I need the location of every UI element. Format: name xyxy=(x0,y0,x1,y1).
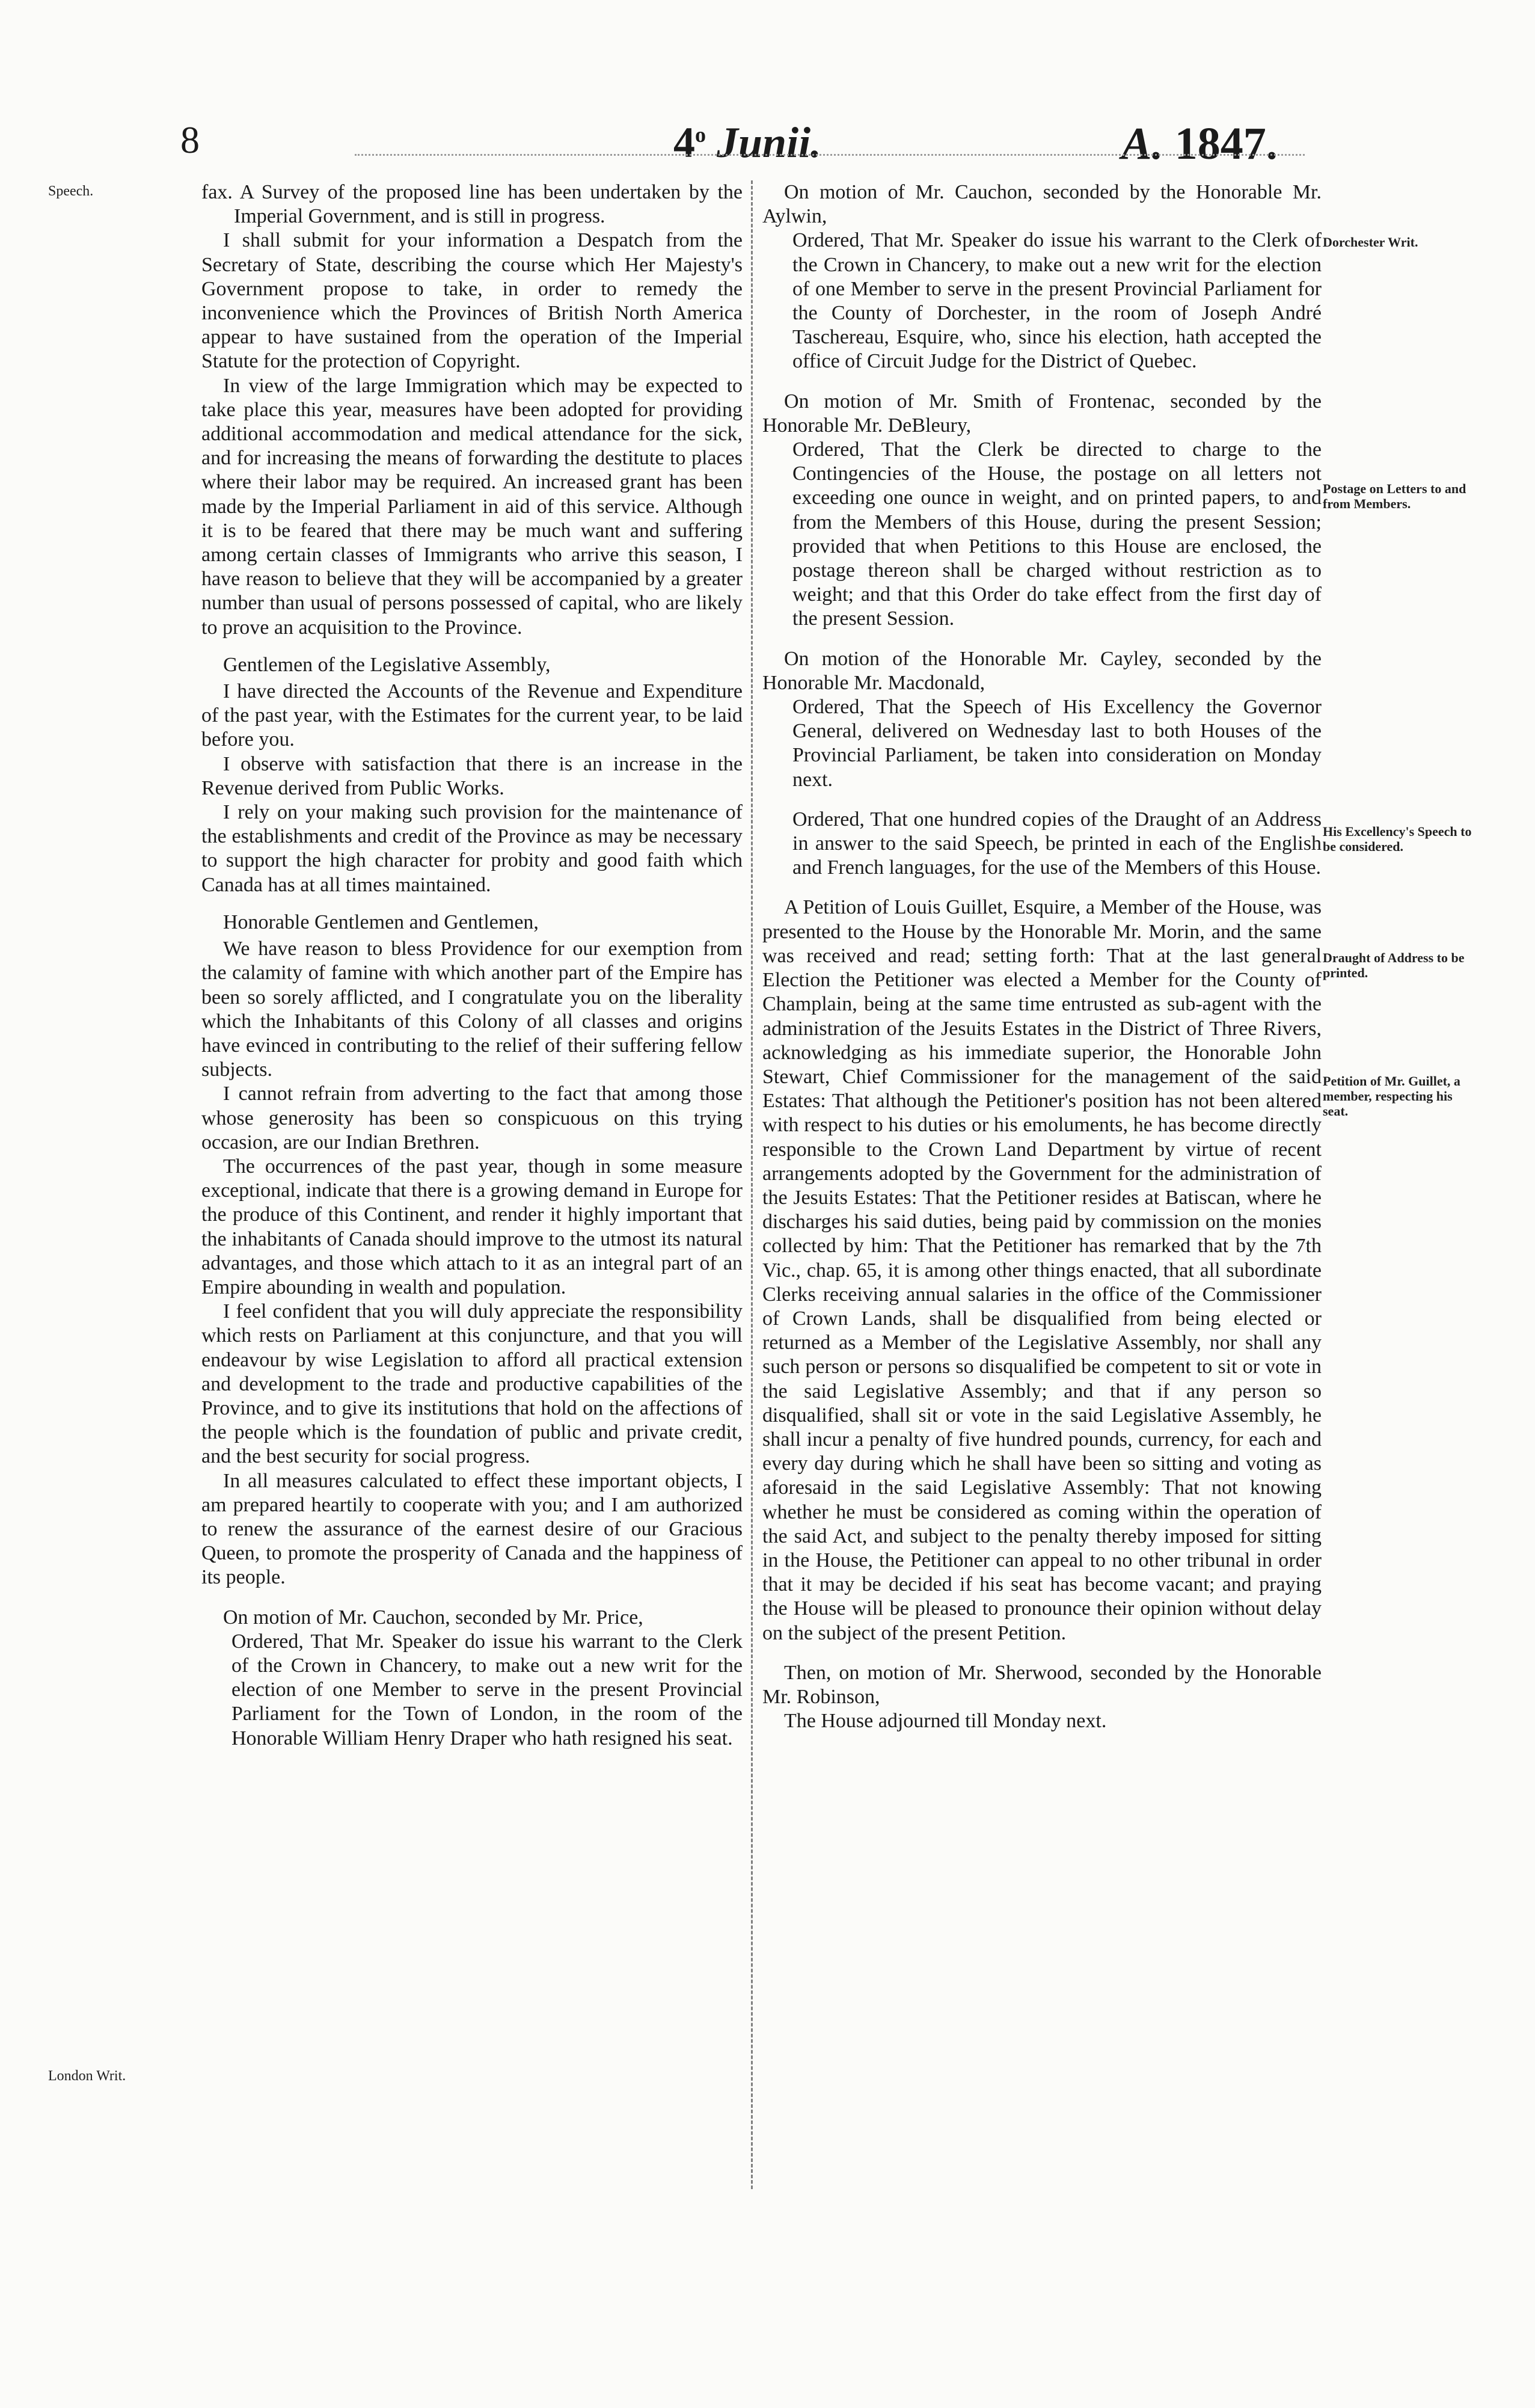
motion-paragraph: On motion of Mr. Cauchon, seconded by the Honorable Mr. Aylwin, xyxy=(762,181,1322,228)
motion-paragraph: On motion of Mr. Cauchon, seconded by Mr. Price, xyxy=(223,1606,643,1629)
order-paragraph: Ordered, That the Clerk be directed to charge to the Contingencies of the House, the postage on all letters not exceeding one ounce in weight, and on printed papers, to and from the Members of this House, during the present Session; provided that when Petitions to this House are enclosed, the postage thereon shall be charged without restriction as to weight; and that this Order do take effect from the first day of the present Session. xyxy=(792,438,1322,630)
order-paragraph: Ordered, That the Speech of His Excellency the Governor General, delivered on Wednesday last to both Houses of the Provincial Parliament, be taken into consideration on Monday next. xyxy=(792,696,1322,791)
paragraph: The occurrences of the past year, though in some measure exceptional, indicate that there is a growing demand in Europe for the produce of this Continent, and render it highly important that the inhabitants of Canada should improve to the utmost its natural advantages, and those which attach to it as an integral part of an Empire abounding in wealth and population. xyxy=(201,1155,743,1298)
margin-note-speech-considered: His Excellency's Speech to be considered. xyxy=(1323,824,1472,854)
margin-note-petition-guillet: Petition of Mr. Guillet, a member, respecting his seat. xyxy=(1323,1073,1460,1119)
margin-note-speech: Speech. xyxy=(48,183,94,199)
margin-note-london-writ: London Writ. xyxy=(48,2068,126,2084)
motion-paragraph: Then, on motion of Mr. Sherwood, seconded by the Honorable Mr. Robinson, xyxy=(762,1661,1322,1708)
section-heading: Honorable Gentlemen and Gentlemen, xyxy=(223,911,539,933)
paragraph: I feel confident that you will duly appreciate the responsibility which rests on Parliament at this conjuncture, and that you will endeavour by wise Legislation to afford all practical extension and development to the trade and productive capabilities of the Province, and to give its institutions that hold on the affections of the people which is the foundation of public and private credit, and the best security for social progress. xyxy=(201,1300,743,1468)
right-column xyxy=(762,180,1322,1733)
date-superscript: o xyxy=(695,123,706,147)
date-day: 4 xyxy=(673,118,695,167)
page-number: 8 xyxy=(180,118,200,161)
column-divider xyxy=(751,180,753,2189)
petition-paragraph: A Petition of Louis Guillet, Esquire, a Member of the House, was presented to the House by the Honorable Mr. Morin, and the same was received and read; setting forth: That at the last general Election the Petitioner was elected a Member for the County of Champlain, being at the same time entrusted as sub-agent with the administration of the Jesuits Estates in the District of Three Rivers, acknowledging as his immediate superior, the Honorable John Stewart, Chief Commissioner for the management of the said Estates: That although the Petitioner's position has not been altered with respect to his duties or his emoluments, he has become directly responsible to the Crown Land Department by virtue of recent arrangements adopted by the Government for the administration of the Jesuits Estates: That the Petitioner resides at Batiscan, where he discharges his said duties, being paid by commission on the monies collected by him: That the Petitioner has remarked that by the 7th Vic., chap. 65, it is among other things enacted, that all subordinate Clerks receiving annual salaries in the office of the Commissioner of Crown Lands, shall be disqualified from being elected or returned as a Member of the Legislative Assembly, nor shall any such person or persons so disqualified be competent to sit or vote in the said Legislative Assembly; and that if any person so disqualified, shall sit or vote in the said Legislative Assembly, he shall incur a penalty of five hundred pounds, currency, for each and every day during which he shall have been so sitting and voting as aforesaid in the said Legislative Assembly: That not knowing whether he must be considered as coming within the operation of the said Act, and subject to the penalty thereby imposed for sitting in the House, the Petitioner can appeal to no other tribunal in order that it may be decided if his seat has become vacant; and praying the House will be pleased to pronounce their opinion without delay on the subject of the present Petition. xyxy=(762,896,1322,1644)
paragraph: I rely on your making such provision for the maintenance of the establishments and credit of the Province as may be necessary to support the high character for probity and good faith which Canada has at all times maintained. xyxy=(201,801,743,896)
year-letter: A. xyxy=(1121,118,1163,169)
date-month: Junii. xyxy=(717,118,822,167)
page-year xyxy=(1121,118,1278,170)
header-rule xyxy=(355,154,1305,159)
left-column xyxy=(201,180,743,1751)
paragraph: I observe with satisfaction that there is an increase in the Revenue derived from Public Works. xyxy=(201,752,743,799)
margin-note-dorchester-writ: Dorchester Writ. xyxy=(1323,235,1418,250)
margin-note-draught-address: Draught of Address to be printed. xyxy=(1323,950,1465,980)
paragraph: I have directed the Accounts of the Revenue and Expenditure of the past year, with the Estimates for the current year, to be laid before you. xyxy=(201,680,743,751)
page-header xyxy=(0,118,1535,178)
paragraph: fax. A Survey of the proposed line has been undertaken by the Imperial Government, and is still in progress. xyxy=(201,181,743,228)
paragraph: In view of the large Immigration which may be expected to take place this year, measures have been adopted for providing additional accommodation and medical attendance for the sick, and for increasing the means of forwarding the destitute to places where their labor may be required. An increased grant has been made by the Imperial Parliament in aid of this service. Although it is to be feared that there may be much want and suffering among certain classes of Immigrants who arrive this season, I have reason to believe that they will be accompanied by a greater number than usual of persons possessed of capital, who are likely to prove an acquisition to the Province. xyxy=(201,374,743,639)
year-number: 1847. xyxy=(1174,118,1278,169)
section-heading: Gentlemen of the Legislative Assembly, xyxy=(223,653,551,676)
paragraph: In all measures calculated to effect these important objects, I am prepared heartily to cooperate with you; and I am authorized to renew the assurance of the earnest desire of our Gracious Queen, to promote the prosperity of Canada and the happiness of its people. xyxy=(201,1469,743,1589)
adjournment-paragraph: The House adjourned till Monday next. xyxy=(784,1710,1107,1733)
margin-note-postage: Postage on Letters to and from Members. xyxy=(1323,481,1466,511)
paragraph: I cannot refrain from adverting to the fact that among those whose generosity has been so conspicuous on this trying occasion, are our Indian Brethren. xyxy=(201,1083,743,1153)
paragraph: We have reason to bless Providence for our exemption from the calamity of famine with which another part of the Empire has been so sorely afflicted, and I congratulate you on the liberality which the Inhabitants of this Colony of all classes and origins have evinced in contributing to the relief of their suffering fellow subjects. xyxy=(201,938,743,1081)
page-date xyxy=(673,118,821,168)
order-paragraph: Ordered, That Mr. Speaker do issue his warrant to the Clerk of the Crown in Chancery, to make out a new writ for the election of one Member to serve in the present Provincial Parliament for the Town of London, in the room of the Honorable William Henry Draper who hath resigned his seat. xyxy=(231,1630,743,1749)
paragraph: I shall submit for your information a Despatch from the Secretary of State, describing the course which Her Majesty's Government propose to take, in order to remedy the inconvenience which the Provinces of British North America appear to have sustained from the operation of the Imperial Statute for the protection of Copyright. xyxy=(201,229,743,373)
motion-paragraph: On motion of the Honorable Mr. Cayley, seconded by the Honorable Mr. Macdonald, xyxy=(762,647,1322,694)
motion-paragraph: On motion of Mr. Smith of Frontenac, seconded by the Honorable Mr. DeBleury, xyxy=(762,390,1322,437)
order-paragraph: Ordered, That one hundred copies of the Draught of an Address in answer to the said Speech, be printed in each of the English and French languages, for the use of the Members of this House. xyxy=(792,808,1322,879)
order-paragraph: Ordered, That Mr. Speaker do issue his warrant to the Clerk of the Crown in Chancery, to make out a new writ for the election of one Member to serve in the present Provincial Parliament for the County of Dorchester, in the room of Joseph André Taschereau, Esquire, who, since his election, hath accepted the office of Circuit Judge for the District of Quebec. xyxy=(792,229,1322,373)
